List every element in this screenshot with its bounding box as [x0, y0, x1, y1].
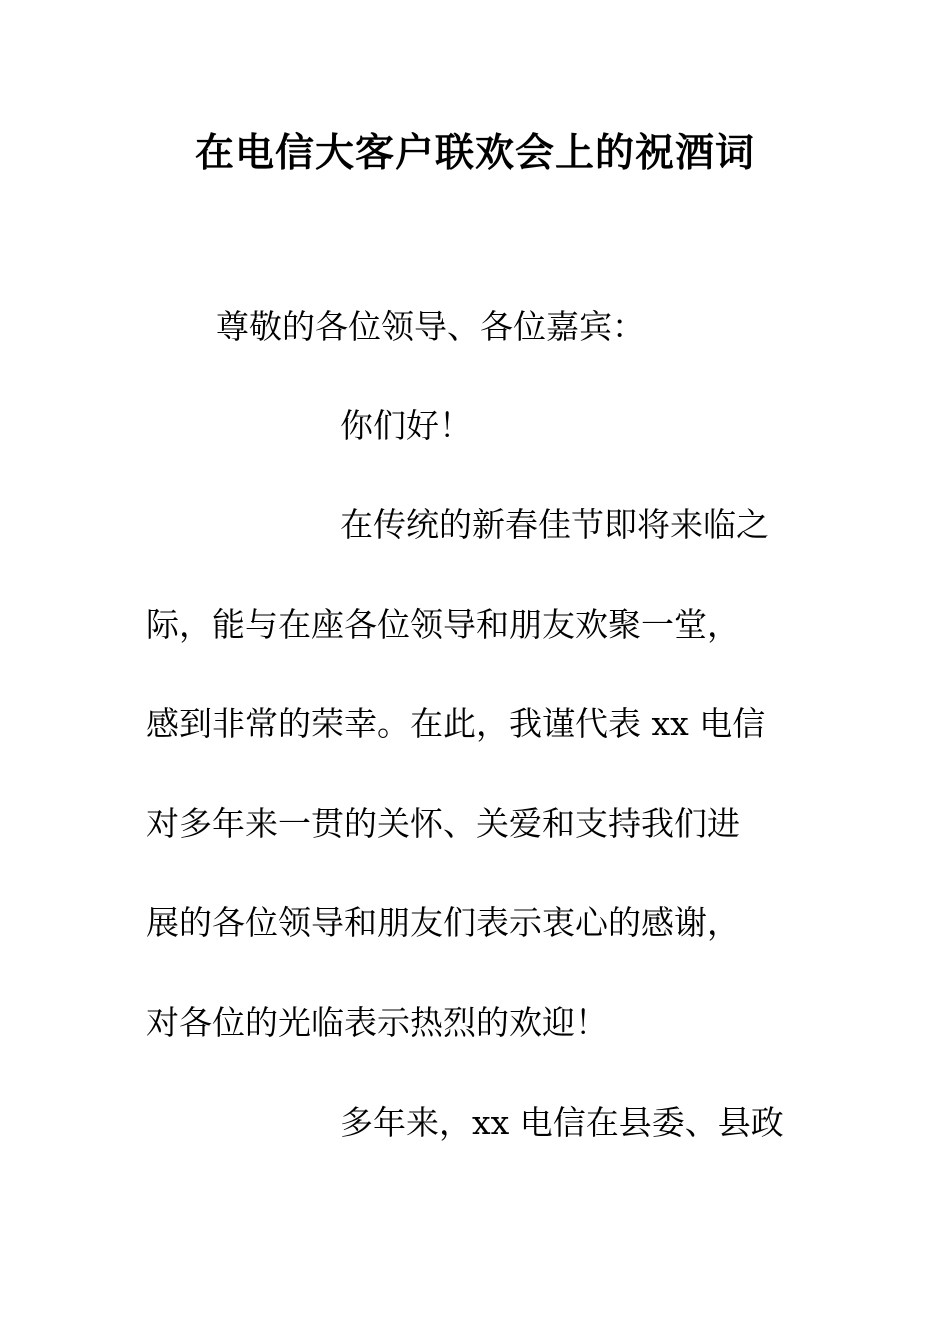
paragraph-1-line-1: 在传统的新春佳节即将来临之 [340, 505, 769, 544]
salutation: 尊敬的各位领导、各位嘉宾： [216, 307, 645, 346]
paragraph-1-line-2: 际，能与在座各位领导和朋友欢聚一堂， [146, 605, 740, 644]
document-title: 在电信大客户联欢会上的祝酒词 [194, 130, 755, 176]
paragraph-1-line-5: 展的各位领导和朋友们表示衷心的感谢， [146, 903, 740, 942]
hello-line: 你们好！ [340, 406, 472, 445]
paragraph-2-line-1: 多年来，xx 电信在县委、县政 [340, 1103, 784, 1142]
paragraph-1-line-4: 对多年来一贯的关怀、关爱和支持我们进 [146, 804, 740, 843]
paragraph-1-line-3: 感到非常的荣幸。在此，我谨代表 xx 电信 [146, 704, 766, 743]
paragraph-1-line-6: 对各位的光临表示热烈的欢迎！ [146, 1003, 608, 1042]
